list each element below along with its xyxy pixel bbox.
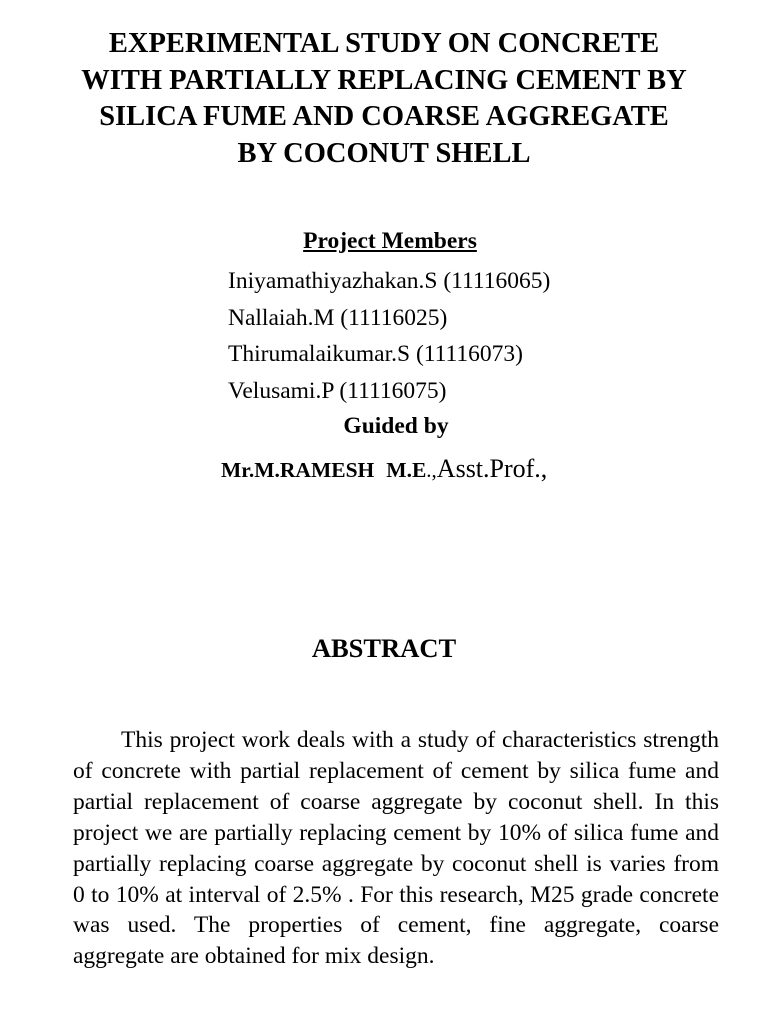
- member-item: Thirumalaikumar.S (11116073): [228, 341, 524, 368]
- guide-degree-suffix: .,: [426, 458, 437, 482]
- guide-name: Mr.M.RAMESH: [221, 458, 375, 482]
- title-line: BY COCONUT SHELL: [237, 137, 531, 169]
- guide-line: [221, 452, 547, 490]
- guide-degree: M.E: [386, 458, 427, 482]
- member-item: Nallaiah.M (11116025): [228, 304, 448, 331]
- title-line: SILICA FUME AND COARSE AGGREGATE: [99, 101, 669, 132]
- title-line: EXPERIMENTAL STUDY ON CONCRETE: [108, 28, 660, 59]
- project-members-heading: Project Members: [303, 228, 477, 254]
- member-item: Velusami.P (11116075): [228, 378, 447, 405]
- document-title: [40, 26, 728, 172]
- member-item: Iniyamathiyazhakan.S (11116065): [228, 268, 551, 294]
- guided-by-heading: Guided by: [343, 413, 449, 439]
- abstract-paragraph: This project work deals with a study of characteristics strength of concrete with partial replacement of cement by silica fume and partial replacement of coarse aggregate by coconut shell. In this project we are partially replacing cement by 10% of silica fume and partially replacing coarse aggregate by coconut shell is varies from 0 to 10% at interval of 2.5% . For this research, M25 grade concrete was used. The properties of cement, fine aggregate, coarse aggregate are obtained for mix design.: [73, 727, 719, 970]
- guide-designation: Asst.Prof.,: [436, 454, 548, 483]
- abstract-heading: ABSTRACT: [311, 633, 457, 663]
- project-members-list: [228, 263, 550, 410]
- title-line: WITH PARTIALLY REPLACING CEMENT BY: [81, 64, 687, 96]
